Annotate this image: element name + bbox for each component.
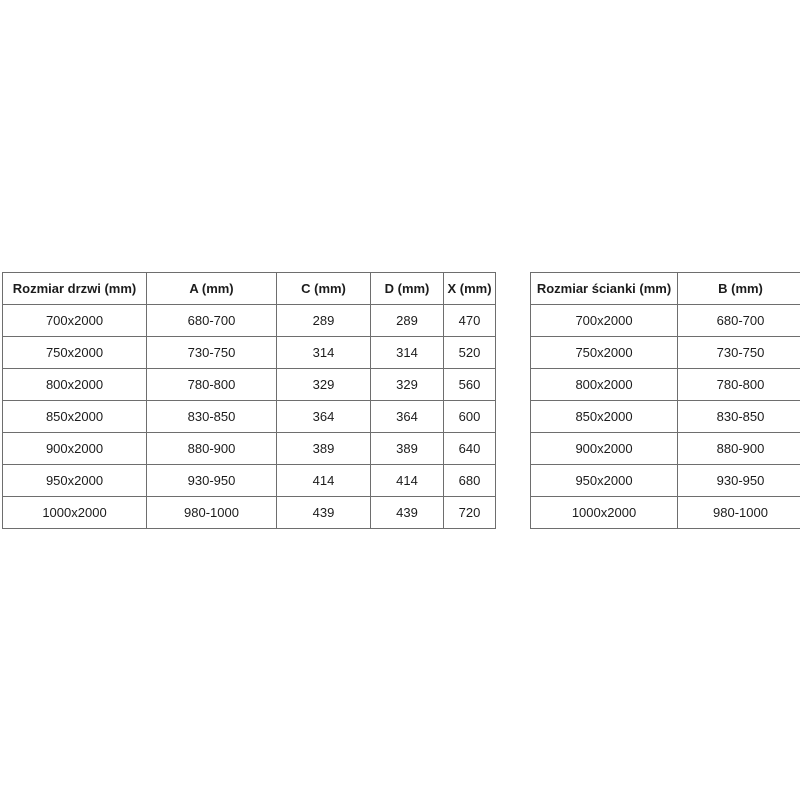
table-cell: 314 — [277, 337, 371, 369]
table-cell: 700x2000 — [3, 305, 147, 337]
column-header-cell: C (mm) — [277, 273, 371, 305]
table-cell: 364 — [277, 401, 371, 433]
table-cell: 289 — [277, 305, 371, 337]
table-row — [531, 369, 800, 401]
column-header-cell: B (mm) — [678, 273, 800, 305]
table-cell: 780-800 — [678, 369, 800, 401]
table-cell: 1000x2000 — [3, 497, 147, 529]
table-cell: 700x2000 — [531, 305, 678, 337]
table-cell: 950x2000 — [531, 465, 678, 497]
table-row — [531, 465, 800, 497]
table-cell: 880-900 — [147, 433, 277, 465]
table-cell: 329 — [371, 369, 444, 401]
table-row — [3, 433, 496, 465]
wall-size-table — [530, 272, 800, 529]
table-cell: 930-950 — [147, 465, 277, 497]
header-row — [3, 273, 496, 305]
table-cell: 470 — [444, 305, 496, 337]
wall-size-table-header — [531, 273, 800, 305]
header-row — [531, 273, 800, 305]
table-cell: 830-850 — [678, 401, 800, 433]
column-header-cell: X (mm) — [444, 273, 496, 305]
table-cell: 600 — [444, 401, 496, 433]
table-cell: 680-700 — [678, 305, 800, 337]
table-cell: 720 — [444, 497, 496, 529]
table-row — [531, 401, 800, 433]
table-cell: 950x2000 — [3, 465, 147, 497]
table-cell: 800x2000 — [3, 369, 147, 401]
table-row — [3, 497, 496, 529]
table-cell: 880-900 — [678, 433, 800, 465]
table-row — [3, 337, 496, 369]
table-cell: 329 — [277, 369, 371, 401]
table-row — [531, 305, 800, 337]
table-cell: 680 — [444, 465, 496, 497]
table-row — [3, 369, 496, 401]
wall-size-table-body — [531, 305, 800, 529]
column-header-cell: D (mm) — [371, 273, 444, 305]
table-cell: 414 — [371, 465, 444, 497]
table-cell: 980-1000 — [678, 497, 800, 529]
table-cell: 414 — [277, 465, 371, 497]
table-cell: 560 — [444, 369, 496, 401]
table-cell: 680-700 — [147, 305, 277, 337]
table-cell: 730-750 — [678, 337, 800, 369]
table-cell: 364 — [371, 401, 444, 433]
table-cell: 750x2000 — [3, 337, 147, 369]
table-cell: 850x2000 — [3, 401, 147, 433]
table-cell: 389 — [277, 433, 371, 465]
table-row — [3, 401, 496, 433]
table-cell: 930-950 — [678, 465, 800, 497]
door-size-table-body — [3, 305, 496, 529]
table-cell: 289 — [371, 305, 444, 337]
door-size-table — [2, 272, 496, 529]
table-cell: 389 — [371, 433, 444, 465]
table-cell: 1000x2000 — [531, 497, 678, 529]
column-header-cell: Rozmiar ścianki (mm) — [531, 273, 678, 305]
table-row — [3, 465, 496, 497]
table-cell: 830-850 — [147, 401, 277, 433]
column-header-cell: A (mm) — [147, 273, 277, 305]
table-cell: 750x2000 — [531, 337, 678, 369]
door-size-table-header — [3, 273, 496, 305]
table-row — [531, 337, 800, 369]
table-cell: 520 — [444, 337, 496, 369]
table-cell: 780-800 — [147, 369, 277, 401]
table-cell: 730-750 — [147, 337, 277, 369]
table-cell: 439 — [371, 497, 444, 529]
table-cell: 800x2000 — [531, 369, 678, 401]
table-cell: 850x2000 — [531, 401, 678, 433]
column-header-cell: Rozmiar drzwi (mm) — [3, 273, 147, 305]
table-cell: 439 — [277, 497, 371, 529]
table-row — [3, 305, 496, 337]
table-cell: 980-1000 — [147, 497, 277, 529]
table-row — [531, 433, 800, 465]
table-cell: 900x2000 — [531, 433, 678, 465]
table-row — [531, 497, 800, 529]
table-cell: 640 — [444, 433, 496, 465]
table-cell: 900x2000 — [3, 433, 147, 465]
table-cell: 314 — [371, 337, 444, 369]
